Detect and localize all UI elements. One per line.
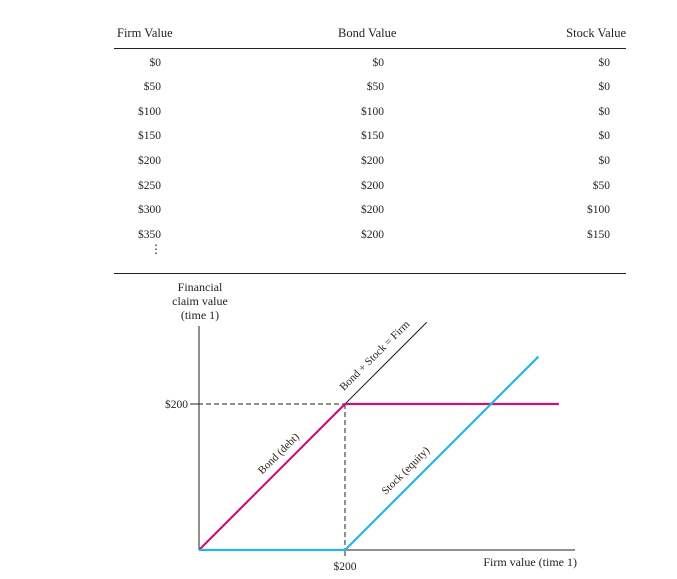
stock-line-label: Stock (equity)	[379, 444, 433, 498]
stock-cell: $0	[598, 81, 610, 93]
bond-cell: $200	[361, 204, 384, 216]
y-tick-label: $200	[165, 399, 188, 411]
bond-line	[199, 404, 559, 550]
bond-line-label: Bond (debt)	[255, 430, 302, 477]
stock-cell: $0	[598, 155, 610, 167]
firm-cell: $200	[138, 155, 161, 167]
bond-cell: $50	[366, 81, 384, 93]
bond-cell: $100	[361, 106, 384, 118]
y-axis-label-line: (time 1)	[180, 308, 220, 322]
firm-cell: $50	[143, 81, 161, 93]
firm-cell: $100	[138, 106, 161, 118]
header-stock-value: Stock Value	[566, 26, 626, 40]
bond-cell: $200	[361, 229, 384, 241]
continuation-dots: ⋮	[150, 242, 162, 256]
y-axis-label-line: Financial	[177, 280, 223, 294]
bond-cell: $0	[372, 57, 384, 69]
header-firm-value: Firm Value	[117, 26, 173, 40]
firm-cell: $300	[138, 204, 161, 216]
stock-cell: $0	[598, 57, 610, 69]
stock-cell: $150	[587, 229, 610, 241]
firm-line-label: Bond + Stock = Firm	[337, 318, 413, 394]
firm-cell: $250	[138, 180, 161, 192]
stock-line	[199, 357, 538, 550]
x-axis-label: Firm value (time 1)	[483, 555, 577, 569]
firm-cell: $0	[149, 57, 161, 69]
stock-cell: $0	[598, 130, 610, 142]
firm-cell: $350	[138, 229, 161, 241]
bond-cell: $150	[361, 130, 384, 142]
header-bond-value: Bond Value	[338, 26, 397, 40]
stock-cell: $0	[598, 106, 610, 118]
bond-cell: $200	[361, 180, 384, 192]
firm-cell: $150	[138, 130, 161, 142]
y-axis-label-line: claim value	[172, 294, 228, 308]
stock-cell: $100	[587, 204, 610, 216]
x-tick-label: $200	[333, 561, 357, 573]
stock-cell: $50	[592, 180, 610, 192]
bond-cell: $200	[361, 155, 384, 167]
